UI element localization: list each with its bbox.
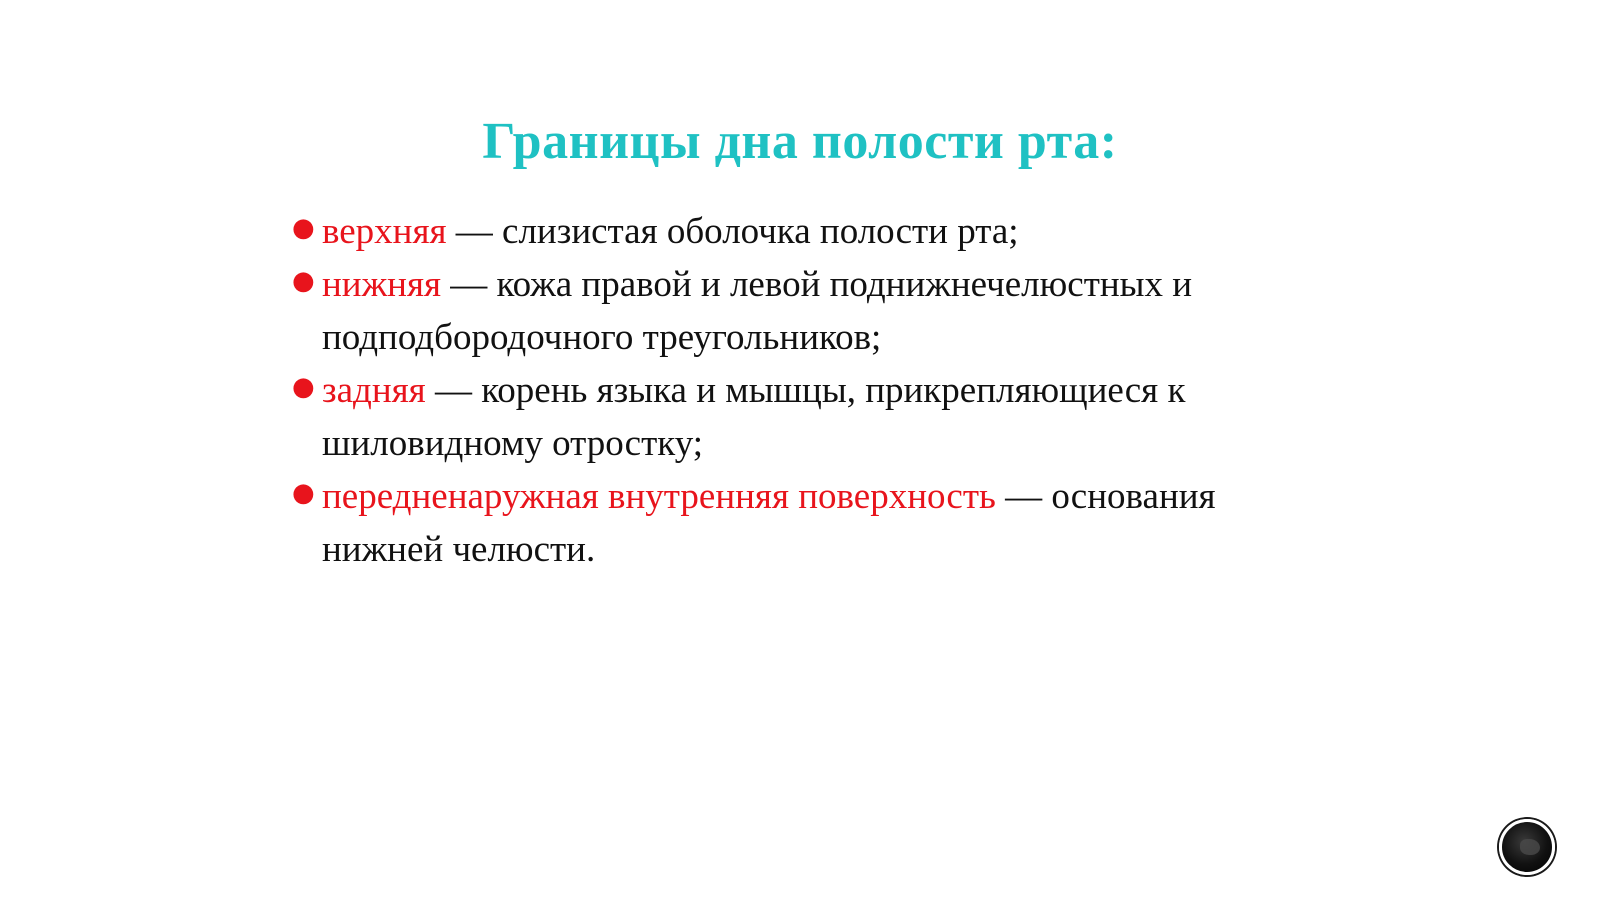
bullet-text: — слизистая оболочка полости рта; <box>446 211 1019 252</box>
bullet-term: верхняя <box>322 211 447 252</box>
bullet-text: — кожа правой и левой поднижнечелюстных и подподбородочного треугольников; <box>322 264 1193 358</box>
bullet-item-upper <box>292 205 1332 258</box>
bullet-list <box>292 205 1332 576</box>
slide-navigation-icon[interactable] <box>1499 819 1555 875</box>
bullet-dot-icon: ● <box>292 478 315 508</box>
navigation-glyph-icon <box>1520 839 1540 855</box>
bullet-term: передненаружная внутренняя поверхность <box>322 476 996 517</box>
bullet-term: нижняя <box>322 264 442 305</box>
bullet-text: — основания нижней челюсти. <box>322 476 1216 570</box>
bullet-item-lower <box>292 258 1332 364</box>
bullet-dot-icon: ● <box>292 213 315 243</box>
bullet-item-posterior <box>292 364 1332 470</box>
slide-title: Границы дна полости рта: <box>482 113 1118 170</box>
bullet-text: — корень языка и мышцы, прикрепляющиеся к шиловидному отростку; <box>322 370 1186 464</box>
bullet-term: задняя <box>322 370 426 411</box>
bullet-item-anterolateral <box>292 470 1332 576</box>
bullet-dot-icon: ● <box>292 266 315 296</box>
bullet-dot-icon: ● <box>292 372 315 402</box>
